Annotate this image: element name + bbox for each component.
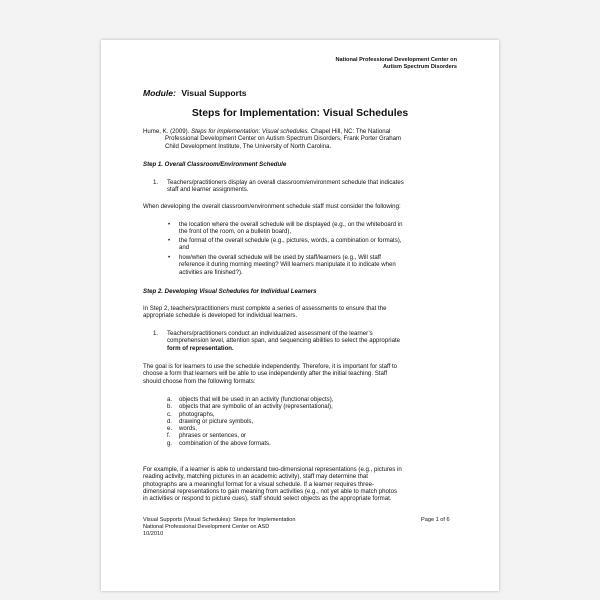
module-label: Module: (143, 88, 176, 98)
step2-heading: Step 2. Developing Visual Schedules for Individual Learners (143, 288, 317, 295)
list-item: f. phrases or sentences, or (167, 432, 247, 440)
example-paragraph (143, 466, 402, 502)
list-item: d. drawing or picture symbols, (167, 417, 254, 425)
step2-item1-line2: comprehension level, attention span, and sequencing abilities to select the appropriate (167, 337, 401, 345)
module-name: Visual Supports (181, 88, 247, 98)
list-item: g. combination of the above formats. (167, 439, 271, 447)
bullet-2-line2: and (179, 244, 190, 252)
goal-line2: choose a form that learners will be able to use independently after the initial teaching. Staff (143, 370, 388, 378)
page-title: Steps for Implementation: Visual Schedules (191, 108, 409, 119)
formats-list (167, 396, 333, 447)
document-page (101, 40, 499, 591)
list-item: c. photographs, (167, 410, 215, 418)
step2-item1 (167, 330, 400, 352)
bullet-dot: • (168, 254, 171, 261)
step2-intro-line2: appropriate schedule is developed for individual learners. (143, 312, 298, 320)
step1-item1 (167, 179, 404, 194)
citation-rest: Chapel Hill, NC: The National (309, 128, 391, 135)
citation-work: Steps for implementation: Visual schedules. (191, 128, 310, 135)
step1-bullet-2 (179, 237, 402, 252)
example-line: dimensional representations to gain meaning from activities (e.g., not yet able to match photos (143, 487, 398, 495)
footer-line1: Visual Supports (Visual Schedules): Steps for Implementation (143, 517, 296, 523)
bullet-dot: • (168, 221, 171, 228)
bullet-1-line2: the front of the room, on a bulletin board), (179, 228, 292, 236)
step2-item1-line1: Teachers/practitioners conduct an individualized assessment of the learner’s (167, 330, 373, 337)
example-line: in activities or respond to picture cues), staff should select objects as the appropriate format. (143, 495, 392, 503)
example-line: For example, if a learner is able to understand two-dimensional representations (e.g., pictures in (143, 466, 402, 473)
step2-intro-line1: In Step 2, teachers/practitioners must complete a series of assessments to ensure that the (143, 305, 387, 312)
citation-line-3: Child Development Institute, The University of North Carolina. (165, 142, 332, 150)
citation-line-2: Professional Development Center on Autism Spectrum Disorders, Frank Porter Graham (165, 135, 402, 143)
list-item: b. objects that are symbolic of an activity (representational), (167, 403, 333, 411)
citation-authors: Hume, K. (2009). (143, 128, 192, 135)
list-item: a. objects that will be used in an activity (functional objects), (167, 396, 334, 403)
step1-item1-line2: staff and learner assignments. (167, 186, 249, 194)
example-line: reading activity, matching pictures in an academic activity), staff may determine that (143, 473, 369, 481)
footer-line3: 10/2010 (143, 530, 164, 537)
bullet-3-line2: reference it during morning meeting? Will learners manipulate it to indicate when (179, 261, 396, 269)
footer-line2: National Professional Development Center on ASD (143, 523, 270, 530)
citation (143, 128, 401, 150)
footer-left (143, 517, 295, 537)
bullet-dot: • (168, 237, 171, 244)
bullet-3-line1: how/when the overall schedule will be used by staff/learners (e.g., Will staff (179, 254, 381, 261)
org-line-2: Autism Spectrum Disorders (383, 64, 457, 71)
goal-line1: The goal is for learners to use the schedule independently. Therefore, it is important for staff to (143, 363, 398, 370)
bullet-1-line1: the location where the overall schedule will be displayed (e.g., on the whiteboard in (179, 221, 403, 228)
step2-item1-number: 1. (153, 330, 159, 337)
step2-intro (143, 305, 387, 320)
org-header (321, 57, 457, 71)
step1-bullet-1 (179, 221, 403, 236)
step1-bullet-3 (179, 254, 396, 276)
list-item: e. words, (167, 425, 197, 433)
example-line: photographs are a meaningful format for a visual schedule. If a learner requires three- (143, 480, 375, 488)
goal-paragraph (143, 363, 397, 385)
bullet-3-line3: activities are finished?). (179, 268, 243, 276)
module-heading (143, 88, 247, 98)
page-number: Page 1 of 6 (421, 517, 450, 523)
step1-item1-line1: Teachers/practitioners display an overall classroom/environment schedule that indicates (167, 179, 404, 186)
bullet-2-line1: the format of the overall schedule (e.g., pictures, words, a combination or formats), (179, 237, 402, 244)
step1-item1-number: 1. (153, 179, 159, 186)
goal-line3: should choose from the following formats: (143, 377, 256, 385)
step2-item1-line3: form of representation. (167, 344, 234, 352)
step1-heading: Step 1. Overall Classroom/Environment Schedule (143, 161, 287, 168)
org-line-1: National Professional Development Center on (335, 57, 457, 63)
step1-intro: When developing the overall classroom/environment schedule staff must consider the following: (143, 203, 401, 210)
